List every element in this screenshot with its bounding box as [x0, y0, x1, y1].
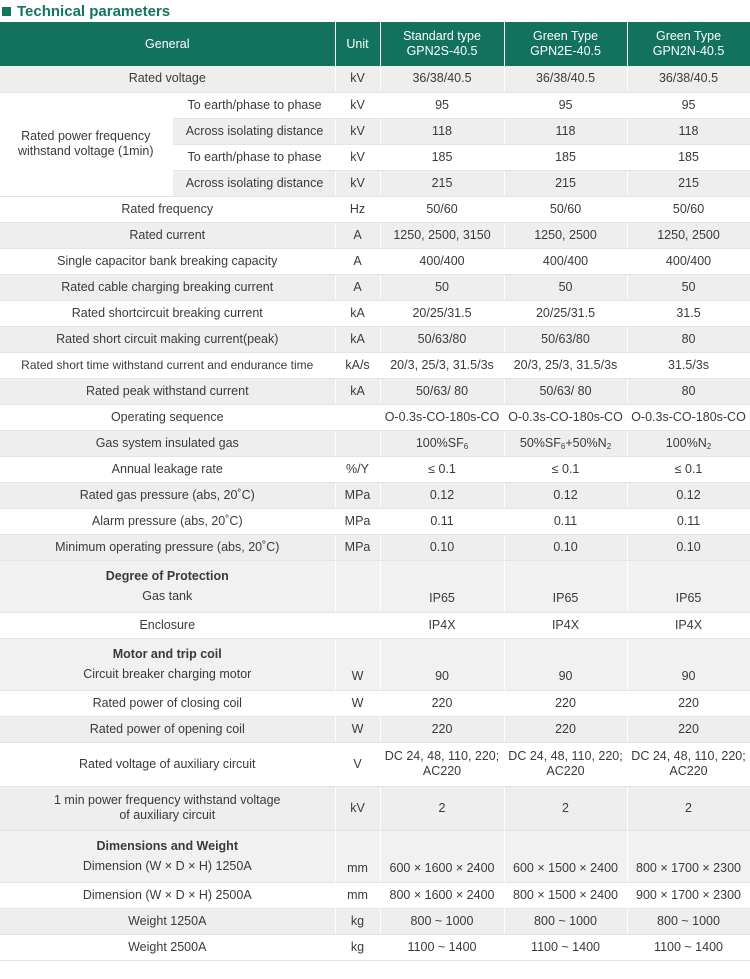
- table-row: [0, 638, 750, 690]
- table-row: [0, 934, 750, 960]
- table-cell: Rated gas pressure (abs, 20˚C): [0, 482, 335, 508]
- header-general: General: [0, 22, 335, 66]
- table-cell: 0.10: [380, 534, 504, 560]
- cell-text: DC 24, 48, 110, 220;: [631, 749, 746, 763]
- header-col-green-e: [504, 22, 627, 66]
- table-cell: Rated short time withstand current and endurance time: [0, 352, 335, 378]
- table-row: [0, 690, 750, 716]
- table-cell: kV: [335, 118, 380, 144]
- table-cell: 118: [380, 118, 504, 144]
- cell-text: 2: [606, 441, 612, 451]
- table-cell: Rated shortcircuit breaking current: [0, 300, 335, 326]
- table-cell: ≤ 0.1: [380, 456, 504, 482]
- table-cell: IP4X: [504, 612, 627, 638]
- table-cell: Hz: [335, 196, 380, 222]
- cell-text: 100%SF: [415, 435, 464, 450]
- table-cell: 2: [627, 786, 750, 830]
- table-cell: mm: [335, 830, 380, 882]
- table-cell: 50/63/80: [380, 326, 504, 352]
- table-cell: kV: [335, 170, 380, 196]
- cell-text: Gas tank: [142, 588, 193, 603]
- table-cell: W: [335, 690, 380, 716]
- table-row: [0, 66, 750, 92]
- row-sublabel: To earth/phase to phase: [172, 144, 335, 170]
- table-cell: 215: [380, 170, 504, 196]
- header-col-green-n: [627, 22, 750, 66]
- table-cell: 50/60: [380, 196, 504, 222]
- table-cell: Enclosure: [0, 612, 335, 638]
- table-row: [0, 404, 750, 430]
- table-cell: IP65: [627, 560, 750, 612]
- cell-text: +50%N: [565, 435, 607, 450]
- cell-text: 100%N: [665, 435, 707, 450]
- cell-text: Circuit breaker charging motor: [83, 666, 252, 681]
- table-cell: 800 × 1600 × 2400: [380, 882, 504, 908]
- section-heading-cell: [0, 638, 335, 690]
- table-row: [0, 378, 750, 404]
- row-sublabel: To earth/phase to phase: [172, 92, 335, 118]
- table-cell: Gas system insulated gas: [0, 430, 335, 456]
- cell-text: 50%SF: [519, 435, 561, 450]
- table-cell: 1100 ~ 1400: [504, 934, 627, 960]
- table-cell: IP65: [504, 560, 627, 612]
- table-cell: IP4X: [627, 612, 750, 638]
- table-cell: 36/38/40.5: [380, 66, 504, 92]
- table-row: [0, 482, 750, 508]
- table-cell: 90: [504, 638, 627, 690]
- section-heading-cell: [0, 560, 335, 612]
- cell-text: Green Type: [655, 29, 722, 43]
- table-row: [0, 716, 750, 742]
- cell-text: 6: [463, 441, 469, 451]
- table-row: [0, 612, 750, 638]
- row-unit: kV: [335, 66, 380, 92]
- table-cell: 800 ~ 1000: [627, 908, 750, 934]
- table-cell: 31.5/3s: [627, 352, 750, 378]
- table-cell: 220: [380, 716, 504, 742]
- header-col-standard: [380, 22, 504, 66]
- table-cell: 36/38/40.5: [627, 66, 750, 92]
- table-cell: kg: [335, 934, 380, 960]
- table-cell: 80: [627, 326, 750, 352]
- table-cell: kg: [335, 908, 380, 934]
- section-heading-cell: [0, 830, 335, 882]
- table-cell: 20/3, 25/3, 31.5/3s: [504, 352, 627, 378]
- table-cell: IP4X: [380, 612, 504, 638]
- table-cell: 0.11: [380, 508, 504, 534]
- table-cell: 118: [627, 118, 750, 144]
- table-cell: 50/60: [504, 196, 627, 222]
- table-cell: 400/400: [504, 248, 627, 274]
- table-row: [0, 430, 750, 456]
- cell-text: GPN2N-40.5: [652, 44, 725, 58]
- table-cell: 50: [627, 274, 750, 300]
- table-cell: kV: [335, 144, 380, 170]
- table-cell: Weight 2500A: [0, 934, 335, 960]
- table-cell: [380, 742, 504, 786]
- table-cell: 50/63/ 80: [380, 378, 504, 404]
- table-cell: 90: [627, 638, 750, 690]
- table-cell: A: [335, 274, 380, 300]
- table-cell: Annual leakage rate: [0, 456, 335, 482]
- table-cell: 600 × 1600 × 2400: [380, 830, 504, 882]
- table-cell: 800 ~ 1000: [504, 908, 627, 934]
- table-cell: Dimension (W × D × H) 2500A: [0, 882, 335, 908]
- table-cell: [627, 430, 750, 456]
- cell-text: Green Type: [532, 29, 599, 43]
- table-cell: kA: [335, 300, 380, 326]
- technical-parameters-table: [0, 22, 750, 961]
- table-cell: Weight 1250A: [0, 908, 335, 934]
- table-cell: 1250, 2500: [504, 222, 627, 248]
- cell-text: Dimension (W × D × H) 1250A: [82, 858, 252, 873]
- table-cell: mm: [335, 882, 380, 908]
- table-cell: 2: [380, 786, 504, 830]
- cell-text: GPN2S-40.5: [406, 44, 478, 58]
- table-cell: ≤ 0.1: [504, 456, 627, 482]
- table-cell: 215: [504, 170, 627, 196]
- table-cell: 0.12: [504, 482, 627, 508]
- cell-text: AC220: [422, 764, 462, 778]
- table-cell: Rated voltage of auxiliary circuit: [0, 742, 335, 786]
- table-cell: W: [335, 638, 380, 690]
- table-cell: 20/25/31.5: [380, 300, 504, 326]
- table-cell: [504, 742, 627, 786]
- table-cell: 0.10: [627, 534, 750, 560]
- table-cell: 220: [627, 690, 750, 716]
- table-cell: Single capacitor bank breaking capacity: [0, 248, 335, 274]
- table-cell: MPa: [335, 534, 380, 560]
- table-cell: Rated power of opening coil: [0, 716, 335, 742]
- cell-text: 2: [706, 441, 712, 451]
- table-row: [0, 508, 750, 534]
- table-row: [0, 326, 750, 352]
- table-cell: Alarm pressure (abs, 20˚C): [0, 508, 335, 534]
- row-label: Rated voltage: [0, 66, 335, 92]
- table-cell: 215: [627, 170, 750, 196]
- table-cell: 118: [504, 118, 627, 144]
- table-cell: 0.12: [380, 482, 504, 508]
- table-cell: 185: [380, 144, 504, 170]
- table-cell: kA: [335, 378, 380, 404]
- row-group-label: Rated power frequency withstand voltage (1min): [0, 92, 172, 196]
- table-cell: 50/63/80: [504, 326, 627, 352]
- section-heading: Dimensions and Weight: [96, 838, 238, 853]
- table-cell: MPa: [335, 508, 380, 534]
- table-cell: [335, 560, 380, 612]
- table-cell: 36/38/40.5: [504, 66, 627, 92]
- table-cell: kV: [335, 92, 380, 118]
- table-cell: O-0.3s-CO-180s-CO: [504, 404, 627, 430]
- header-row: [0, 22, 750, 66]
- table-cell: 0.12: [627, 482, 750, 508]
- table-cell: [335, 612, 380, 638]
- table-row: [0, 560, 750, 612]
- table-cell: 900 × 1700 × 2300: [627, 882, 750, 908]
- table-cell: 2: [504, 786, 627, 830]
- table-cell: Rated current: [0, 222, 335, 248]
- table-cell: kV: [335, 786, 380, 830]
- table-cell: 400/400: [627, 248, 750, 274]
- table-cell: 185: [504, 144, 627, 170]
- table-cell: 800 × 1700 × 2300: [627, 830, 750, 882]
- table-cell: 1250, 2500, 3150: [380, 222, 504, 248]
- table-cell: O-0.3s-CO-180s-CO: [627, 404, 750, 430]
- table-cell: 220: [380, 690, 504, 716]
- table-cell: [380, 430, 504, 456]
- table-row: [0, 456, 750, 482]
- cell-text: DC 24, 48, 110, 220;: [508, 749, 623, 763]
- table-row: [0, 196, 750, 222]
- table-cell: 400/400: [380, 248, 504, 274]
- table-cell: O-0.3s-CO-180s-CO: [380, 404, 504, 430]
- table-cell: Rated short circuit making current(peak): [0, 326, 335, 352]
- row-sublabel: Across isolating distance: [172, 118, 335, 144]
- table-row: [0, 92, 750, 118]
- table-row: [0, 274, 750, 300]
- section-heading: Degree of Protection: [105, 568, 229, 583]
- table-cell: Rated cable charging breaking current: [0, 274, 335, 300]
- table-cell: [627, 742, 750, 786]
- table-cell: 20/25/31.5: [504, 300, 627, 326]
- table-cell: Rated frequency: [0, 196, 335, 222]
- row-sublabel: Across isolating distance: [172, 170, 335, 196]
- table-row: [0, 352, 750, 378]
- table-cell: MPa: [335, 482, 380, 508]
- table-row: [0, 830, 750, 882]
- cell-text: AC220: [669, 764, 708, 778]
- cell-text: AC220: [546, 764, 585, 778]
- table-cell: [335, 404, 380, 430]
- table-cell: Rated peak withstand current: [0, 378, 335, 404]
- table-cell: 0.11: [504, 508, 627, 534]
- table-cell: 80: [627, 378, 750, 404]
- table-cell: Minimum operating pressure (abs, 20˚C): [0, 534, 335, 560]
- table-cell: [335, 430, 380, 456]
- table-cell: A: [335, 248, 380, 274]
- table-cell: 50/63/ 80: [504, 378, 627, 404]
- table-cell: 90: [380, 638, 504, 690]
- section-title-bar: [0, 0, 750, 22]
- table-cell: 50: [380, 274, 504, 300]
- table-cell: V: [335, 742, 380, 786]
- table-row: [0, 742, 750, 786]
- table-cell: 800 ~ 1000: [380, 908, 504, 934]
- header-unit: Unit: [335, 22, 380, 66]
- table-cell: [0, 786, 335, 830]
- table-cell: 31.5: [627, 300, 750, 326]
- cell-text: 6: [560, 441, 566, 451]
- table-row: [0, 534, 750, 560]
- table-cell: A: [335, 222, 380, 248]
- cell-text: of auxiliary circuit: [119, 808, 216, 822]
- table-cell: 800 × 1500 × 2400: [504, 882, 627, 908]
- table-cell: 50/60: [627, 196, 750, 222]
- table-cell: 0.10: [504, 534, 627, 560]
- table-cell: 1250, 2500: [627, 222, 750, 248]
- table-cell: 95: [504, 92, 627, 118]
- table-cell: 95: [380, 92, 504, 118]
- table-cell: kA/s: [335, 352, 380, 378]
- cell-text: 1 min power frequency withstand voltage: [54, 793, 281, 807]
- section-heading: Motor and trip coil: [112, 646, 222, 661]
- table-cell: 220: [504, 716, 627, 742]
- cell-text: DC 24, 48, 110, 220;: [384, 749, 500, 763]
- section-title: Technical parameters: [17, 2, 171, 20]
- cell-text: GPN2E-40.5: [530, 44, 601, 58]
- table-row: [0, 882, 750, 908]
- table-row: [0, 300, 750, 326]
- table-cell: 50: [504, 274, 627, 300]
- table-row: [0, 248, 750, 274]
- table-cell: 600 × 1500 × 2400: [504, 830, 627, 882]
- table-cell: Rated power of closing coil: [0, 690, 335, 716]
- table-row: [0, 786, 750, 830]
- table-row: [0, 222, 750, 248]
- table-cell: 0.11: [627, 508, 750, 534]
- table-cell: ≤ 0.1: [627, 456, 750, 482]
- table-cell: 95: [627, 92, 750, 118]
- table-cell: [504, 430, 627, 456]
- table-cell: Operating sequence: [0, 404, 335, 430]
- table-cell: 1100 ~ 1400: [627, 934, 750, 960]
- table-cell: IP65: [380, 560, 504, 612]
- table-cell: 20/3, 25/3, 31.5/3s: [380, 352, 504, 378]
- square-bullet-icon: [2, 7, 11, 16]
- table-cell: 1100 ~ 1400: [380, 934, 504, 960]
- table-row: [0, 908, 750, 934]
- table-cell: W: [335, 716, 380, 742]
- table-cell: 220: [627, 716, 750, 742]
- cell-text: Standard type: [403, 29, 481, 43]
- table-cell: 185: [627, 144, 750, 170]
- table-cell: kA: [335, 326, 380, 352]
- table-cell: %/Y: [335, 456, 380, 482]
- table-cell: 220: [504, 690, 627, 716]
